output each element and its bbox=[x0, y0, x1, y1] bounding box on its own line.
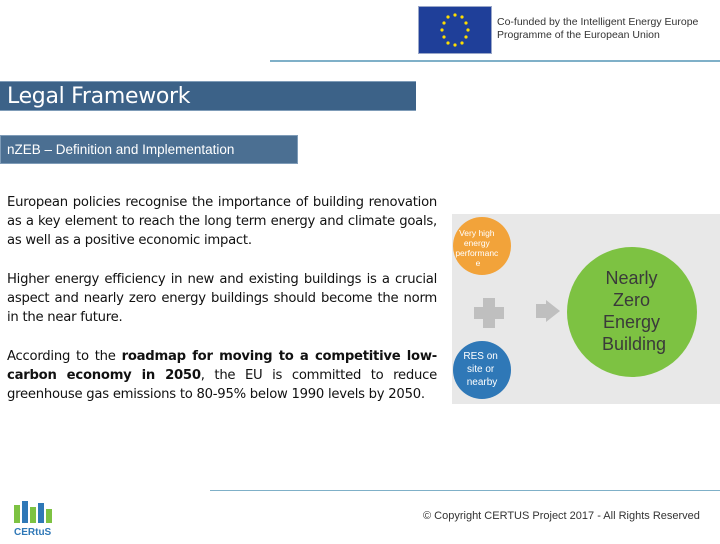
circle2-line-3: nearby bbox=[466, 377, 498, 388]
svg-text:CERtuS: CERtuS bbox=[14, 527, 52, 538]
circle1-line-1: Very high bbox=[459, 228, 495, 238]
result-line-4: Building bbox=[601, 334, 667, 354]
circle2-line-2: site or bbox=[466, 364, 495, 375]
funding-line-1: Co-funded by the Intelligent Energy Europe bbox=[497, 16, 699, 28]
svg-text:RES on site or nea bbox=[463, 351, 500, 388]
copyright-text: © Copyright CERTUS Project 2017 - All Rights Reserved bbox=[423, 510, 700, 522]
header-divider bbox=[270, 60, 720, 62]
circle1-line-3: performanc bbox=[455, 248, 499, 258]
subtitle-bar bbox=[0, 135, 298, 164]
circle2-line-1: RES on bbox=[463, 351, 498, 362]
roadmap-highlight: roadmap for moving to a competitive low-carbon economy in 2050 bbox=[7, 349, 437, 383]
footer-divider bbox=[210, 490, 720, 491]
result-line-2: Zero bbox=[612, 290, 650, 310]
paragraph-3-rest: , the EU is committed to reduce greenhouse gas emissions to 80-95% below 1990 levels by 2050. bbox=[7, 368, 437, 402]
funding-line-2: Programme of the European Union bbox=[497, 29, 660, 41]
paragraph-2: Higher energy efficiency in new and existing buildings is a crucial aspect and nearly zero energy buildings should become the norm in the near future. bbox=[7, 272, 437, 325]
paragraph-3 bbox=[7, 347, 437, 404]
result-line-3: Energy bbox=[602, 312, 661, 332]
funding-statement bbox=[497, 16, 717, 42]
certus-logo bbox=[8, 497, 66, 539]
paragraph-1: European policies recognise the importance of building renovation as a key element to reach the long term energy and climate goals, as well as a positive economic impact. bbox=[7, 195, 437, 248]
page-subtitle: nZEB – Definition and Implementation bbox=[7, 142, 235, 157]
circle1-line-4: e bbox=[475, 258, 481, 268]
eu-flag-icon bbox=[418, 6, 492, 54]
title-bar bbox=[0, 81, 416, 111]
nzeb-diagram bbox=[452, 214, 720, 404]
paragraph-3-intro: According to the bbox=[7, 349, 122, 364]
page-title: Legal Framework bbox=[7, 84, 191, 109]
result-line-1: Nearly bbox=[605, 268, 658, 288]
circle1-line-2: energy bbox=[463, 238, 490, 248]
